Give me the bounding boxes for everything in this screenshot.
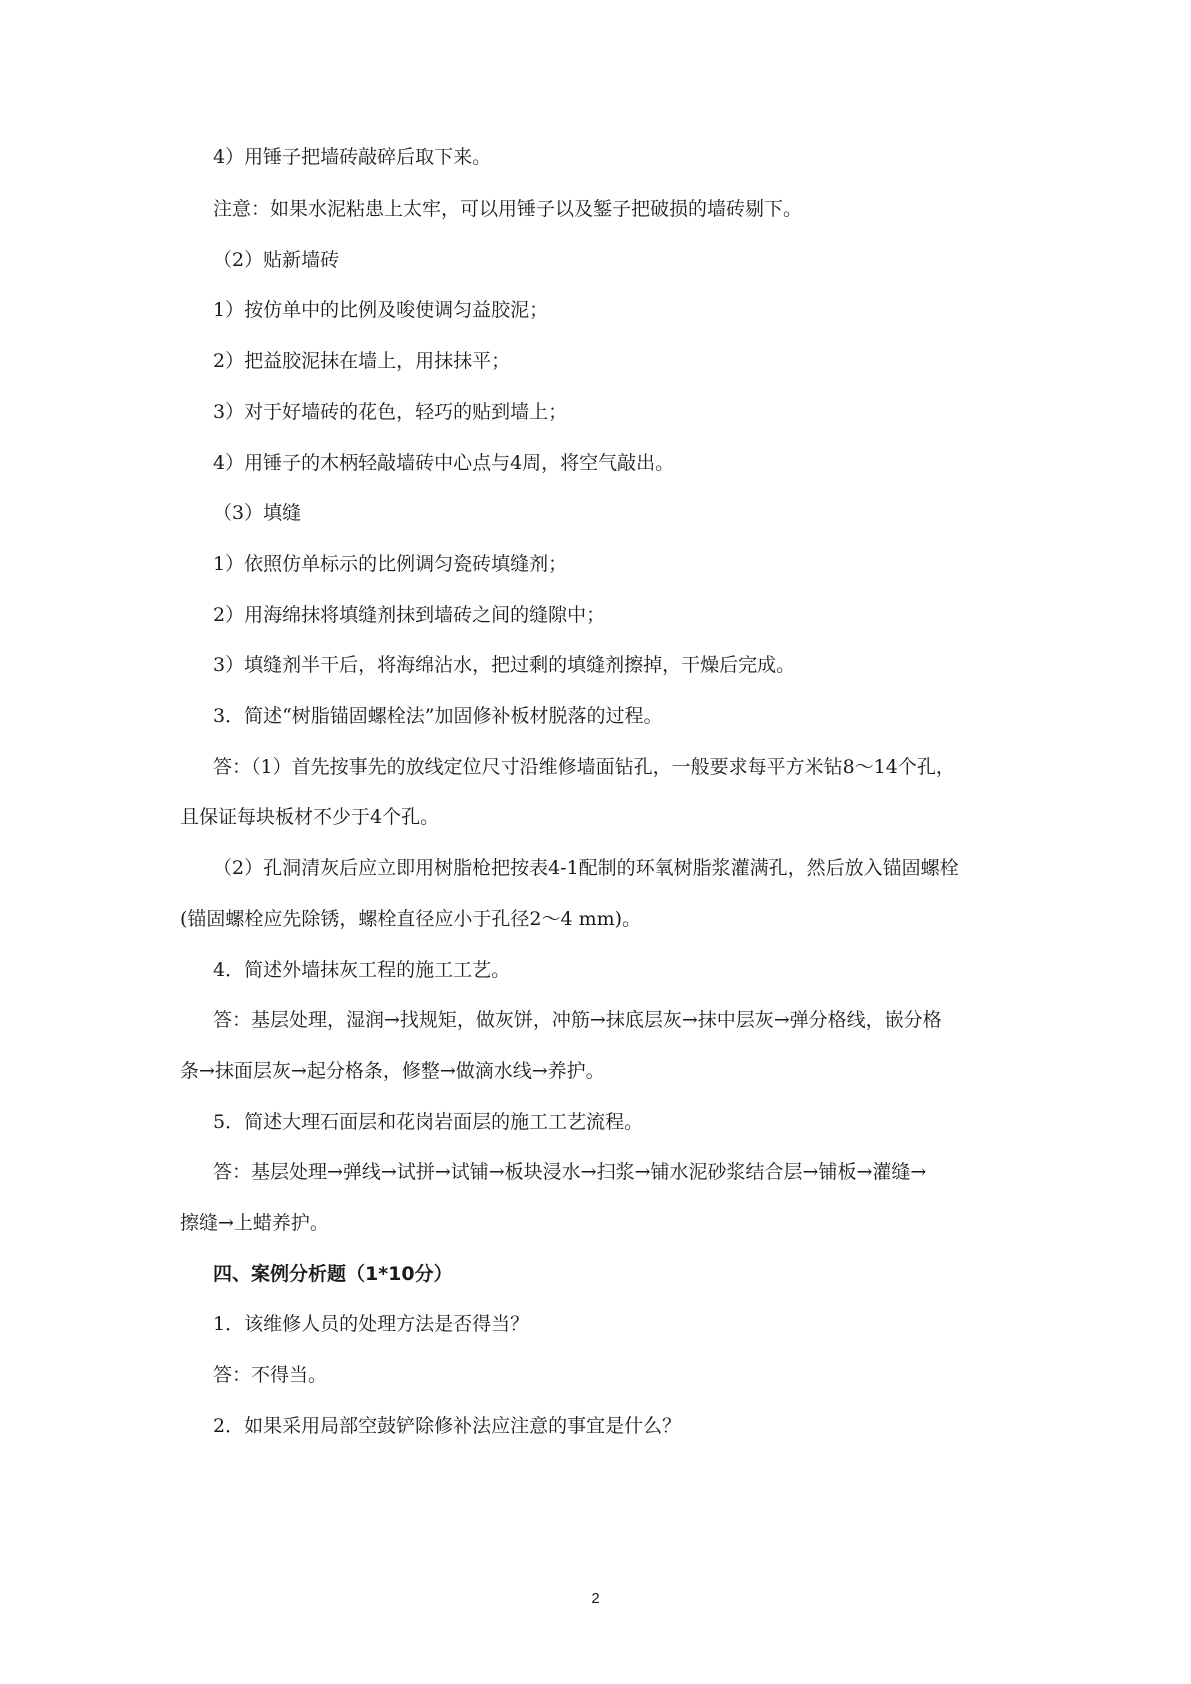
text-line: 4）用锤子的木柄轻敲墙砖中心点与4周，将空气敲出。 [213, 452, 675, 474]
text-line: （2）贴新墙砖 [213, 249, 340, 271]
text-line: 4）用锤子把墙砖敲碎后取下来。 [213, 146, 492, 168]
question-heading: 2．如果采用局部空鼓铲除修补法应注意的事宜是什么？ [213, 1415, 682, 1437]
question-heading: 1．该维修人员的处理方法是否得当？ [213, 1313, 530, 1335]
answer-line: 擦缝→上蜡养护。 [180, 1212, 329, 1234]
answer-line: 答：基层处理，湿润→找规矩，做灰饼，冲筋→抹底层灰→抹中层灰→弹分格线，嵌分格 [213, 1009, 942, 1031]
text-line: 3）填缝剂半干后，将海绵沾水，把过剩的填缝剂擦掉，干燥后完成。 [213, 654, 796, 676]
page-number: 2 [591, 1590, 600, 1607]
answer-line: 答：不得当。 [213, 1364, 328, 1386]
text-line: 2）把益胶泥抹在墙上，用抹抹平； [213, 350, 511, 372]
answer-line: 答：（1）首先按事先的放线定位尺寸沿维修墙面钻孔，一般要求每平方米钻8～14个孔， [213, 756, 955, 778]
answer-line: 且保证每块板材不少于4个孔。 [180, 806, 440, 828]
text-line: 1）按仿单中的比例及唆使调匀益胶泥； [213, 299, 549, 321]
question-heading: 4．简述外墙抹灰工程的施工工艺。 [213, 959, 511, 981]
answer-line: (锚固螺栓应先除锈，螺栓直径应小于孔径2～4 mm)。 [180, 908, 642, 930]
text-line: 注意：如果水泥粘患上太牢，可以用锤子以及錾子把破损的墙砖剔下。 [213, 198, 803, 220]
answer-line: 答：基层处理→弹线→试拼→试铺→板块浸水→扫浆→铺水泥砂浆结合层→铺板→灌缝→ [213, 1161, 927, 1183]
text-line: （3）填缝 [213, 502, 302, 524]
question-heading: 5．简述大理石面层和花岗岩面层的施工工艺流程。 [213, 1111, 644, 1133]
answer-line: 条→抹面层灰→起分格条，修整→做滴水线→养护。 [180, 1060, 605, 1082]
section-heading: 四、案例分析题（1*10分） [213, 1263, 453, 1285]
text-line: 3）对于好墙砖的花色，轻巧的贴到墙上； [213, 401, 568, 423]
answer-line: （2）孔洞清灰后应立即用树脂枪把按表4-1配制的环氧树脂浆灌满孔，然后放入锚固螺栓 [213, 857, 959, 879]
text-line: 2）用海绵抹将填缝剂抹到墙砖之间的缝隙中； [213, 604, 606, 626]
question-heading: 3．简述“树脂锚固螺栓法”加固修补板材脱落的过程。 [213, 705, 663, 727]
text-line: 1）依照仿单标示的比例调匀瓷砖填缝剂； [213, 553, 568, 575]
